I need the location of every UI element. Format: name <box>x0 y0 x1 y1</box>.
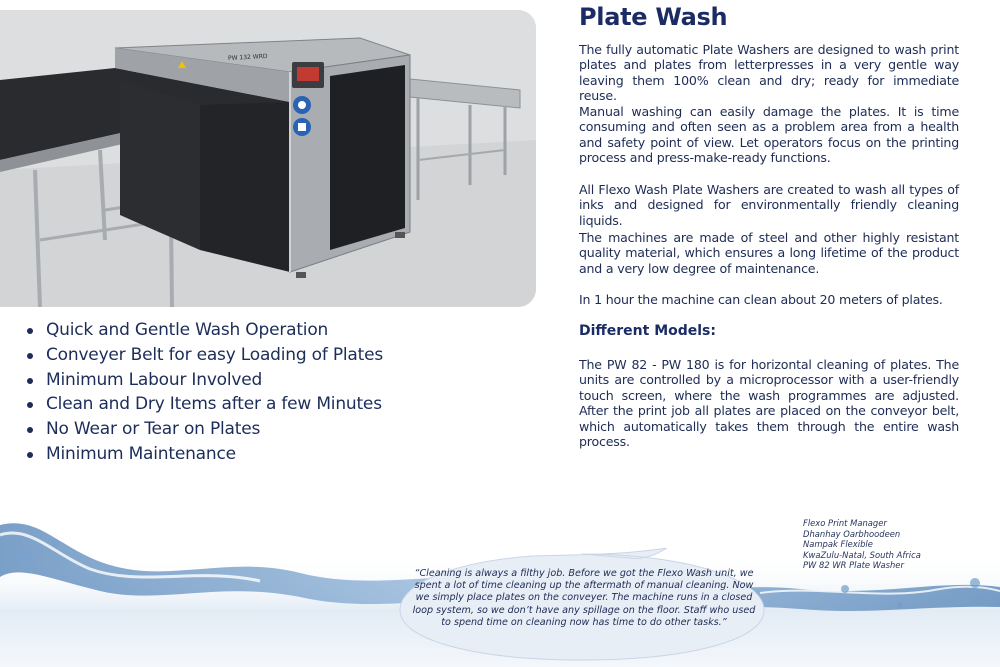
feature-text: No Wear or Tear on Plates <box>46 419 261 440</box>
testimonial-quote: “Cleaning is always a filthy job. Before we got the Flexo Wash unit, we spent a lot of time cleaning up the aftermath of manual cleaning. Now we simply place plates on the conveyer. The machine runs in a closed loop system, so we don’t have any spillage on the floor. Staff who used to spend time on cleaning now has time to do other tasks.” <box>412 568 756 628</box>
attribution-location: KwaZulu-Natal, South Africa <box>803 549 921 560</box>
product-photo <box>0 10 536 307</box>
feature-item <box>24 417 494 442</box>
feature-text: Minimum Labour Involved <box>46 369 263 390</box>
bullet-dot-icon <box>27 353 33 359</box>
models-paragraph: The PW 82 - PW 180 is for horizontal cleaning of plates. The units are controlled by a microprocessor with a user-friendly touch screen, where the wash programmes are adjusted. After the print job all plates are placed on the conveyor belt, which automatically takes them through the entire wash process. <box>579 357 959 450</box>
feature-item <box>24 318 494 343</box>
feature-item <box>24 368 494 393</box>
feature-item <box>24 343 494 368</box>
feature-text: Quick and Gentle Wash Operation <box>46 320 329 340</box>
capacity-paragraph: In 1 hour the machine can clean about 20 meters of plates. <box>579 292 943 307</box>
plate-washer-illustration <box>0 10 536 307</box>
feature-item <box>24 392 494 417</box>
manual-washing-paragraph: Manual washing can easily damage the plates. It is time consuming and often seen as a problem area from a health and safety point of view. Let operators focus on the printing process and press-make-ready functions. <box>579 104 959 166</box>
feature-text: Conveyer Belt for easy Loading of Plates <box>46 344 384 365</box>
attribution-name: Dhanhay Oarbhoodeen <box>803 528 901 539</box>
inks-paragraph: All Flexo Wash Plate Washers are created to wash all types of inks and designed for environmentally friendly cleaning liquids. <box>579 182 959 228</box>
materials-paragraph: The machines are made of steel and other highly resistant quality material, which ensures a long lifetime of the product and a very low degree of maintenance. <box>579 230 959 276</box>
feature-item <box>24 442 494 467</box>
attribution-role: Flexo Print Manager <box>803 518 887 528</box>
attribution-company: Nampak Flexible <box>803 539 873 550</box>
attribution-product: PW 82 WR Plate Washer <box>803 560 904 571</box>
models-heading: Different Models: <box>579 323 716 339</box>
bullet-dot-icon <box>27 378 33 384</box>
bullet-dot-icon <box>27 427 33 433</box>
feature-list <box>24 318 494 467</box>
bullet-dot-icon <box>27 452 33 458</box>
bullet-dot-icon <box>27 328 33 334</box>
intro-paragraph: The fully automatic Plate Washers are designed to wash print plates and plates from letterpresses in a very gentle way leaving them 100% clean and dry; ready for immediate reuse. <box>579 42 959 104</box>
bullet-dot-icon <box>27 402 33 408</box>
machine-model-label: PW 132 WRD <box>227 52 268 63</box>
feature-text: Clean and Dry Items after a few Minutes <box>46 394 382 415</box>
page-title: Plate Wash <box>579 3 728 31</box>
feature-text: Minimum Maintenance <box>46 443 236 464</box>
testimonial-attribution <box>803 518 993 571</box>
